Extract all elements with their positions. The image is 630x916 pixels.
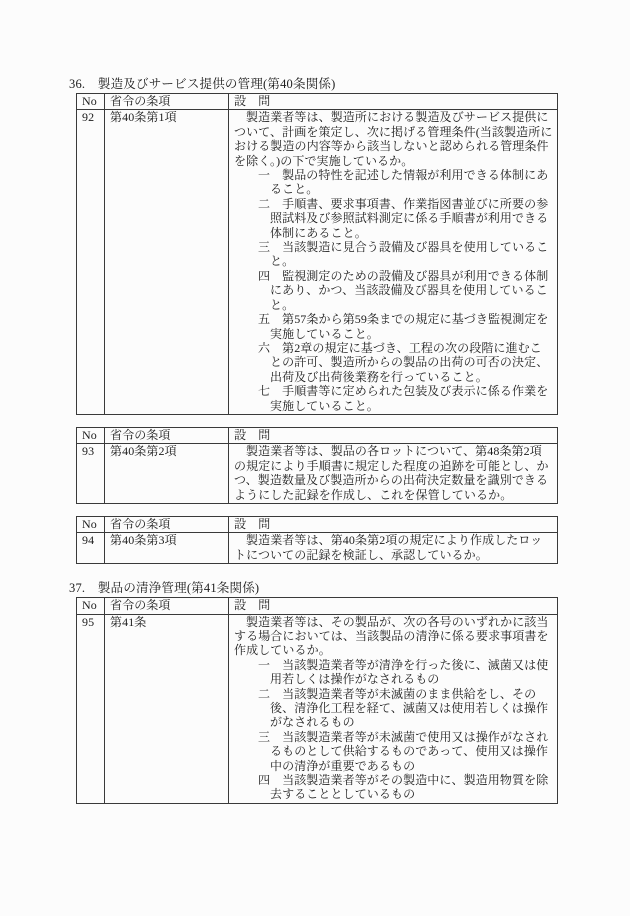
section-title: 36. 製造及びサービス提供の管理(第40条関係): [69, 77, 336, 91]
question-item: [234, 168, 553, 197]
question-intro: 製造業者等は、その製品が、次の各号のいずれかに該当する場合においては、当該製品の清浄に係る要求事項書を作成しているか。: [234, 614, 549, 658]
checklist-table-94: [76, 516, 558, 564]
question-item: [234, 341, 553, 384]
checklist-table-93: [76, 427, 558, 504]
row-question: [229, 533, 558, 564]
item-number: 四: [258, 268, 271, 283]
item-text: 第57条から第59条までの規定に基づき監視測定を実施していること。: [270, 312, 549, 341]
item-number: 一: [258, 657, 271, 672]
question-item: [234, 658, 553, 687]
checklist-table-92: [76, 93, 558, 415]
question-item: [234, 687, 553, 730]
col-header-question: 設 問: [229, 598, 558, 614]
item-number: 一: [258, 168, 271, 183]
row-no: 92: [77, 110, 105, 415]
row-article: 第41条: [105, 614, 229, 803]
table-header-row: [77, 94, 558, 110]
question-item: [234, 197, 553, 240]
question-item: [234, 240, 553, 269]
section-37: [69, 581, 559, 804]
item-text: 手順書、要求事項書、作業指図書並びに所要の参照試料及び参照試料測定に係る手順書が利用できる体制にあること。: [270, 196, 549, 240]
table-header-row: [77, 516, 558, 532]
question-item: [234, 773, 553, 802]
item-number: 二: [258, 196, 271, 211]
question-intro: 製造業者等は、第40条第2項の規定により作成したロットについての記録を検証し、承認しているか。: [234, 533, 543, 562]
row-article: 第40条第3項: [105, 533, 229, 564]
question-intro: 製造業者等は、製造所における製造及びサービス提供について、計画を策定し、次に掲げる管理条件(当該製造所における製造の内容等から該当しないと認められる管理条件を除く。)の下で実施しているか。: [234, 110, 553, 168]
question-item: [234, 384, 553, 413]
col-header-question: 設 問: [229, 94, 558, 110]
item-number: 三: [258, 240, 271, 255]
page-content: [69, 77, 559, 804]
row-article: 第40条第1項: [105, 110, 229, 415]
col-header-no: No: [77, 427, 105, 443]
checklist-table-95: [76, 597, 558, 804]
row-no: 94: [77, 533, 105, 564]
table-header-row: [77, 427, 558, 443]
table-header-row: [77, 598, 558, 614]
row-no: 95: [77, 614, 105, 803]
item-number: 二: [258, 686, 271, 701]
item-number: 三: [258, 729, 271, 744]
item-number: 七: [258, 384, 271, 399]
item-number: 六: [258, 340, 271, 355]
item-number: 四: [258, 773, 271, 788]
item-text: 監視測定のための設備及び器具が利用できる体制にあり、かつ、当該設備及び器具を使用していること。: [270, 268, 549, 312]
col-header-article: 省令の条項: [105, 516, 229, 532]
table-row: [77, 110, 558, 415]
section-title: 37. 製品の清浄管理(第41条関係): [69, 581, 260, 596]
table-row: [77, 614, 558, 803]
item-text: 当該製造業者等が未滅菌のまま供給をし、その後、清浄化工程を経て、滅菌又は使用若しくは操作がなされるもの: [270, 686, 549, 730]
section-36: [69, 77, 559, 564]
item-number: 五: [258, 312, 271, 327]
row-article: 第40条第2項: [105, 444, 229, 504]
col-header-article: 省令の条項: [105, 94, 229, 110]
question-item: [234, 269, 553, 312]
col-header-question: 設 問: [229, 427, 558, 443]
col-header-question: 設 問: [229, 516, 558, 532]
row-question: [229, 444, 558, 504]
question-intro: 製造業者等は、製品の各ロットについて、第48条第2項の規定により手順書に規定した程度の追跡を可能とし、かつ、製造数量及び製造所からの出荷決定数量を識別できるようにした記録を作成し、これを保管しているか。: [234, 444, 549, 502]
col-header-no: No: [77, 516, 105, 532]
item-text: 製品の特性を記述した情報が利用できる体制にあること。: [270, 168, 549, 197]
col-header-article: 省令の条項: [105, 427, 229, 443]
question-item: [234, 730, 553, 773]
row-no: 93: [77, 444, 105, 504]
row-question: [229, 614, 558, 803]
item-text: 第2章の規定に基づき、工程の次の段階に進むことの許可、製造所からの製品の出荷の可否の決定、出荷及び出荷後業務を行っていること。: [270, 340, 549, 384]
item-text: 当該製造に見合う設備及び器具を使用していること。: [270, 240, 549, 269]
item-text: 当該製造業者等が未滅菌で使用又は操作がなされるものとして供給するものであって、使用又は操作中の清浄が重要であるもの: [270, 729, 549, 773]
item-text: 当該製造業者等がその製造中に、製造用物質を除去することとしているもの: [270, 773, 549, 802]
question-item: [234, 312, 553, 341]
item-text: 当該製造業者等が清浄を行った後に、滅菌又は使用若しくは操作がなされるもの: [270, 657, 549, 687]
item-text: 手順書等に定められた包装及び表示に係る作業を実施していること。: [270, 384, 549, 413]
col-header-no: No: [77, 94, 105, 110]
col-header-article: 省令の条項: [105, 598, 229, 614]
table-row: [77, 533, 558, 564]
table-row: [77, 444, 558, 504]
row-question: [229, 110, 558, 415]
col-header-no: No: [77, 598, 105, 614]
